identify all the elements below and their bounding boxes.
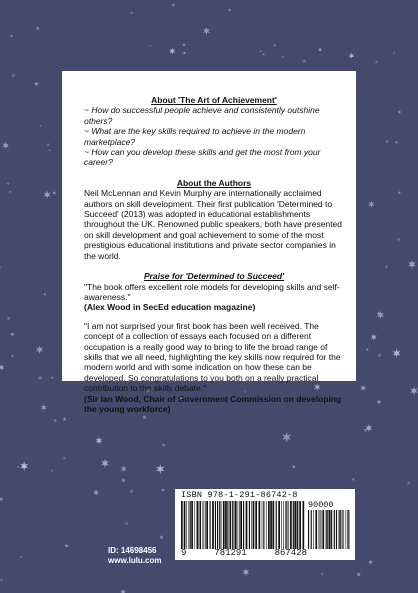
barcode-bar <box>199 501 200 549</box>
star-decoration <box>183 51 187 54</box>
star-decoration <box>49 149 52 151</box>
barcode-bar <box>299 501 301 549</box>
barcode-bar <box>290 501 292 549</box>
barcode-bar <box>268 501 270 549</box>
barcode-bar <box>212 501 214 549</box>
star-decoration <box>371 334 377 341</box>
star-decoration <box>156 464 165 474</box>
praise-source: (Alex Wood in SecEd education magazine) <box>84 302 256 313</box>
star-decoration <box>260 50 263 52</box>
star-decoration <box>142 415 147 419</box>
barcode-bar <box>294 501 296 549</box>
barcode-bar <box>197 501 199 549</box>
star-decoration <box>7 182 10 184</box>
barcode-bar <box>326 510 327 549</box>
star-decoration <box>408 260 416 269</box>
star-decoration <box>7 316 12 320</box>
star-decoration <box>34 81 39 86</box>
barcode-bar <box>232 501 233 549</box>
star-decoration <box>349 53 355 59</box>
star-decoration <box>39 125 42 128</box>
barcode-bar <box>334 510 335 549</box>
barcode-bar <box>184 501 186 549</box>
star-decoration <box>20 556 23 559</box>
star-decoration <box>273 44 276 47</box>
barcode-bar <box>288 501 289 549</box>
star-decoration <box>38 375 43 380</box>
star-decoration <box>41 404 47 411</box>
barcode-bar <box>321 510 322 549</box>
barcode-bar <box>229 501 231 549</box>
ean-digit-group: 781291 <box>214 548 247 558</box>
barcode-bar <box>205 501 206 549</box>
star-decoration <box>169 48 175 55</box>
star-decoration <box>53 418 57 422</box>
star-decoration <box>243 568 250 576</box>
ean-digit-group: 867428 <box>274 548 307 558</box>
barcode-bar <box>342 510 343 549</box>
star-decoration <box>17 466 20 468</box>
star-decoration <box>43 293 46 296</box>
barcode-bar <box>227 501 228 549</box>
star-decoration <box>10 332 14 336</box>
price-code: 90000 <box>308 500 334 510</box>
star-decoration <box>360 385 366 392</box>
barcode-bar <box>311 510 312 549</box>
question-item: ~ What are the key skills required to achieve in the modern marketplace? <box>84 126 306 147</box>
praise-heading: Praise for 'Determined to Succeed' <box>143 271 285 282</box>
barcode-bar <box>263 501 264 549</box>
barcode-bar <box>303 501 305 549</box>
star-decoration <box>377 353 382 357</box>
star-decoration <box>368 560 373 565</box>
barcode-bar <box>210 501 211 549</box>
barcode-bar <box>336 510 337 549</box>
barcode-bar <box>348 510 349 549</box>
barcode-bar <box>346 510 347 549</box>
star-decoration <box>366 348 369 351</box>
star-decoration <box>368 201 374 209</box>
barcode-bar <box>270 501 272 549</box>
barcode-bar <box>223 501 225 549</box>
star-decoration <box>63 457 66 460</box>
barcode-bar <box>308 510 309 549</box>
barcode-bar <box>239 501 240 549</box>
star-decoration <box>36 26 40 30</box>
star-decoration <box>357 572 362 576</box>
barcode-bar <box>189 501 190 549</box>
star-decoration <box>292 465 296 469</box>
star-decoration <box>44 191 51 199</box>
star-decoration <box>10 34 14 37</box>
star-decoration <box>385 265 389 268</box>
star-decoration <box>395 140 399 144</box>
barcode-bar <box>331 510 332 549</box>
star-decoration <box>51 469 54 472</box>
star-decoration <box>130 11 134 15</box>
barcode-bar <box>339 510 340 549</box>
ean-digit-group: 9 <box>181 548 187 558</box>
barcode-bar <box>313 510 314 549</box>
barcode-bar <box>221 501 222 549</box>
question-item: ~ How do successful people achieve and consistently outshine others? <box>84 105 320 126</box>
star-decoration <box>2 142 9 150</box>
star-decoration <box>203 27 210 35</box>
barcode-bar <box>297 501 299 549</box>
praise-quote: "The book offers excellent role models for developing skills and self-awareness." <box>84 281 340 302</box>
star-decoration <box>159 535 164 539</box>
publisher-url: www.lulu.com <box>108 556 162 565</box>
barcode-bar <box>319 510 320 549</box>
barcode-bar <box>203 501 204 549</box>
barcode-bar <box>206 501 208 549</box>
star-decoration <box>36 345 44 354</box>
star-decoration <box>398 110 402 114</box>
barcode-bar <box>329 510 331 549</box>
barcode-bar <box>240 501 242 549</box>
barcode-bar <box>259 501 261 549</box>
star-decoration <box>182 43 186 47</box>
barcode-bar <box>219 501 220 549</box>
barcode-bar <box>253 501 255 549</box>
star-decoration <box>398 191 402 194</box>
barcode-bar <box>238 501 239 549</box>
addon-barcode-bars <box>308 510 350 549</box>
star-decoration <box>0 497 4 501</box>
barcode-bar <box>262 501 263 549</box>
barcode-bar <box>204 501 205 549</box>
praise-quote: "I am not surprised your first book has been well received. The concept of a collection of essays each focused on a different occupation is a really good way to bring to life the broad range of skills that we all need, highlighting the key skills now required for the modern world and with some indication on how these can be developed. So congratulations to you both on a really practical contribution to the skills debate." <box>84 320 341 394</box>
star-decoration <box>120 589 126 593</box>
star-decoration <box>172 3 176 6</box>
star-decoration <box>393 52 396 54</box>
star-decoration <box>20 461 28 470</box>
about-book-heading: About 'The Art of Achievement' <box>151 95 277 105</box>
star-decoration <box>125 521 129 525</box>
star-decoration <box>407 481 411 485</box>
isbn-number: ISBN 978-1-291-86742-8 <box>181 490 298 500</box>
star-decoration <box>64 543 68 547</box>
barcode-bar <box>181 501 183 549</box>
barcode-bar <box>217 501 218 549</box>
star-decoration <box>282 432 291 443</box>
star-decoration <box>282 55 285 58</box>
star-decoration <box>321 573 324 576</box>
barcode-bar <box>266 501 267 549</box>
publisher-info <box>108 546 161 566</box>
star-decoration <box>101 459 109 468</box>
star-decoration <box>0 364 5 371</box>
barcode-bar <box>246 501 248 549</box>
barcode-bar <box>276 501 277 549</box>
star-decoration <box>410 386 418 395</box>
about-authors-heading: About the Authors <box>176 177 252 188</box>
barcode-bar <box>186 501 187 549</box>
star-decoration <box>9 190 12 193</box>
barcode-bar <box>235 501 237 549</box>
star-decoration <box>397 237 401 241</box>
star-decoration <box>121 478 126 482</box>
star-decoration <box>63 417 67 421</box>
star-decoration <box>375 61 378 64</box>
about-authors-body: Neil McLennan and Kevin Murphy are internationally acclaimed authors on skill development. Their first publication 'Determined to Succeed' (2013) was adopted in educational establishments throughout the UK. Renowned public speakers, both have presented on skill development and goal achievement to some of the most prestigious educational institutions and private sector companies in the world. <box>84 188 343 261</box>
star-decoration <box>376 399 381 404</box>
barcode-bar <box>347 510 348 549</box>
barcode-bar <box>249 501 250 549</box>
barcode-bar <box>190 501 191 549</box>
barcode-bar <box>340 510 341 549</box>
star-decoration <box>352 477 356 480</box>
barcode-bar <box>278 501 280 549</box>
barcode-bar <box>343 510 344 549</box>
star-decoration <box>47 143 51 146</box>
star-decoration <box>0 579 3 582</box>
star-decoration <box>262 53 265 56</box>
barcode-bar <box>215 501 216 549</box>
star-decoration <box>0 266 2 269</box>
star-decoration <box>52 191 56 195</box>
barcode-bar <box>322 510 324 549</box>
publisher-id: ID: 14698456 <box>108 546 157 555</box>
ean-digits <box>181 548 307 558</box>
star-decoration <box>121 465 127 472</box>
barcode-bar <box>281 501 282 549</box>
barcode-bar <box>315 510 317 549</box>
barcode-bar <box>327 510 328 549</box>
star-decoration <box>51 376 54 379</box>
barcode-bar <box>191 501 193 549</box>
star-decoration <box>162 443 166 447</box>
star-decoration <box>96 437 103 445</box>
isbn-barcode <box>175 489 355 560</box>
star-decoration <box>161 488 165 492</box>
praise-source: (Sir Ian Wood, Chair of Government Commission on developing the young workforce) <box>84 393 342 414</box>
text-panel <box>62 71 356 414</box>
barcode-bar <box>194 501 195 549</box>
question-item: ~ How can you develop these skills and get the most from your career? <box>84 147 321 168</box>
barcode-bar <box>293 501 294 549</box>
barcode-bar <box>251 501 252 549</box>
barcode-bar <box>283 501 284 549</box>
barcode-bar <box>285 501 286 549</box>
barcode-bar <box>200 501 201 549</box>
barcode-bar <box>255 501 257 549</box>
star-decoration <box>385 140 389 143</box>
star-decoration <box>149 44 152 46</box>
ean-barcode-bars <box>181 501 305 549</box>
barcode-bar <box>234 501 235 549</box>
star-decoration <box>11 354 14 357</box>
barcode-bar <box>272 501 274 549</box>
star-decoration <box>129 489 133 493</box>
barcode-bar <box>320 510 321 549</box>
star-decoration <box>228 8 231 11</box>
star-decoration <box>318 47 322 51</box>
barcode-bar <box>286 501 287 549</box>
star-decoration <box>302 59 306 63</box>
barcode-bar <box>243 501 244 549</box>
star-decoration <box>93 489 99 496</box>
star-decoration <box>377 311 384 320</box>
barcode-bar <box>225 501 227 549</box>
star-decoration <box>11 73 16 77</box>
star-decoration <box>393 349 401 358</box>
